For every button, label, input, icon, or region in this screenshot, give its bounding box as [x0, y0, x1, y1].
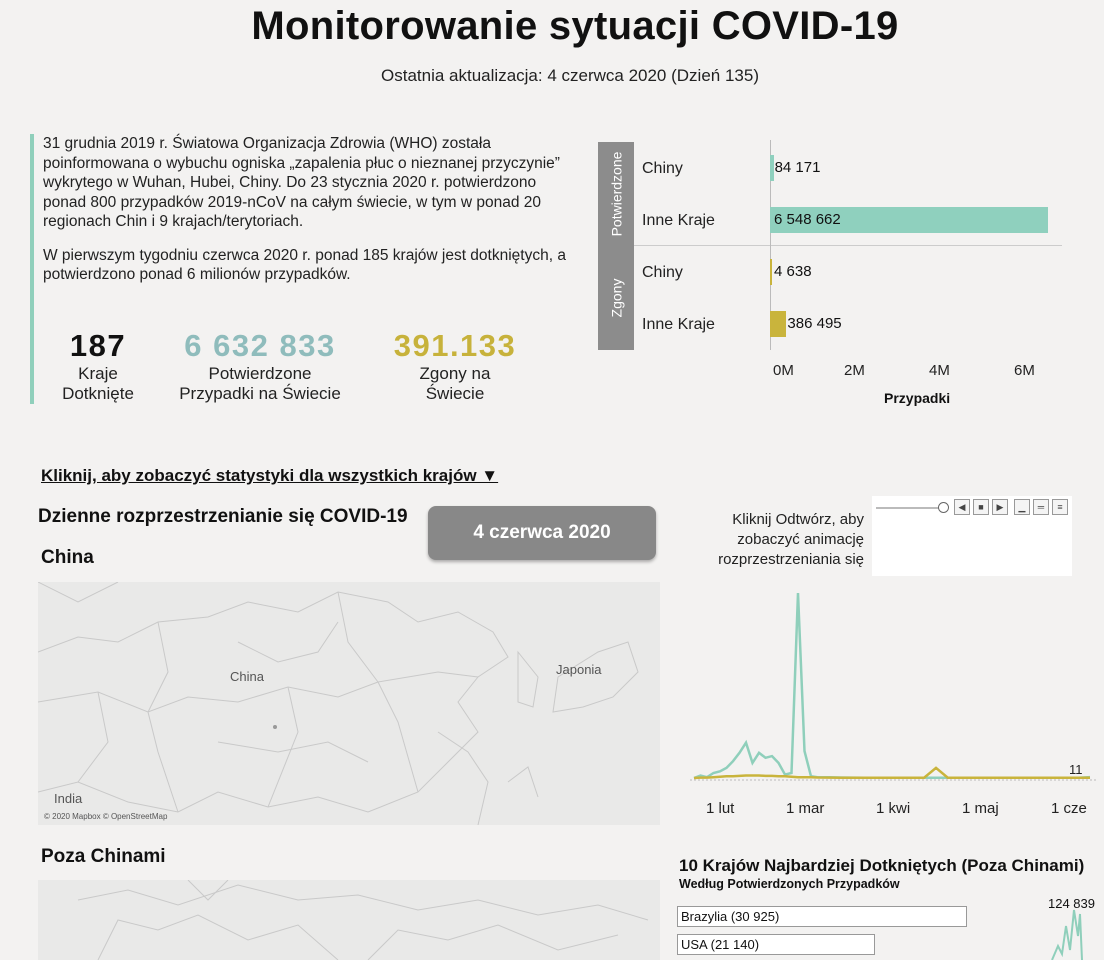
x-tick-3: 6M — [1014, 362, 1035, 379]
speed-fast-button[interactable] — [1052, 499, 1068, 515]
map-label-japan: Japonia — [556, 662, 602, 677]
step-forward-icon: ▶ — [996, 501, 1004, 512]
top10-title: 10 Krajów Najbardziej Dotkniętych (Poza Chinami) — [679, 856, 1085, 875]
top10-spark-value: 124 839 — [1048, 896, 1095, 911]
bar-china-confirmed[interactable] — [770, 155, 774, 181]
top10-row-brazil[interactable]: Brazylia (30 925) — [677, 906, 967, 927]
speed-fast-icon: ≡ — [1057, 502, 1063, 512]
last-update: Ostatnia aktualizacja: 4 czerwca 2020 (Dzień 135) — [381, 66, 759, 85]
bar-value-other-deaths: 386 495 — [787, 315, 842, 332]
bar-label-other-deaths: Inne Kraje — [642, 316, 715, 333]
line-last-value: 11 — [1069, 762, 1083, 777]
bar-value-china-deaths: 4 638 — [774, 263, 812, 280]
stat-confirmed — [160, 328, 360, 404]
stat-deaths-label-1: Zgony na — [419, 364, 491, 383]
line-x-tick-2: 1 kwi — [876, 800, 911, 817]
step-back-button[interactable] — [954, 499, 970, 515]
play-prompt: Kliknij Odtwórz, aby zobaczyć animację rozprzestrzeniania się — [718, 511, 864, 568]
page-title: Monitorowanie sytuacji COVID-19 — [251, 4, 899, 48]
stat-confirmed-label-1: Potwierdzone — [208, 364, 312, 383]
bar-label-china-deaths: Chiny — [642, 264, 683, 281]
top10-subtitle: Według Potwierdzonych Przypadków — [679, 877, 900, 891]
stop-button[interactable] — [973, 499, 989, 515]
bar-label-other-confirmed: Inne Kraje — [642, 212, 715, 229]
stat-confirmed-label-2: Przypadki na Świecie — [179, 384, 341, 403]
stat-confirmed-value: 6 632 833 — [184, 328, 336, 363]
outside-china-map-outlines — [38, 880, 660, 960]
map-label-india: India — [54, 791, 83, 806]
line-series-0 — [694, 593, 1090, 778]
top10-sparkline — [1036, 906, 1100, 960]
line-x-tick-1: 1 mar — [786, 800, 825, 817]
daily-spread-title: Dzienne rozprzestrzenianie się COVID-19 — [38, 506, 408, 527]
group-label-deaths: Zgony — [598, 246, 634, 350]
bar-label-china-confirmed: Chiny — [642, 160, 683, 177]
intro-paragraph-1: 31 grudnia 2019 r. Światowa Organizacja Zdrowia (WHO) została poinformowana o wybuchu ogniska „zapalenia płuc o nieznanej przyczynie” wykrytego w Wuhan, Hubei, Chiny. Do 23 stycznia 2020 r. potwierdzono ponad 800 przypadków 2019-nCoV na całym świecie, w tym w ponad 20 regionach Chin i 9 krajach/terytoriach. — [43, 135, 560, 230]
stat-countries — [40, 328, 156, 404]
china-map[interactable] — [38, 582, 660, 825]
stat-countries-label-2: Dotknięte — [62, 384, 134, 403]
top10-spark-path — [1052, 910, 1082, 960]
playback-controls — [872, 496, 1072, 576]
china-section-title: China — [41, 547, 94, 568]
daily-line-chart — [690, 580, 1100, 785]
top10-row-usa[interactable]: USA (21 140) — [677, 934, 875, 955]
china-map-outlines — [38, 582, 660, 825]
bar-other-deaths[interactable] — [770, 311, 786, 337]
stat-deaths-value: 391.133 — [393, 328, 517, 363]
line-series-1 — [694, 768, 1090, 778]
group-label-confirmed: Potwierdzone — [598, 142, 634, 246]
outside-china-map[interactable] — [38, 880, 660, 960]
line-x-tick-0: 1 lut — [706, 800, 735, 817]
all-countries-link[interactable]: Kliknij, aby zobaczyć statystyki dla wszystkich krajów ▼ — [41, 466, 499, 485]
line-x-tick-3: 1 maj — [962, 800, 999, 817]
bar-value-china-confirmed: 84 171 — [774, 159, 821, 176]
timeline-slider-track[interactable] — [876, 507, 946, 509]
line-x-tick-4: 1 cze — [1051, 800, 1087, 817]
stat-countries-value: 187 — [69, 328, 127, 363]
stat-countries-label-1: Kraje — [78, 364, 118, 383]
speed-slow-icon: ▁ — [1018, 501, 1026, 512]
current-date-display[interactable]: 4 czerwca 2020 — [428, 506, 656, 560]
stat-deaths-label-2: Świecie — [425, 384, 485, 403]
timeline-slider-knob[interactable] — [938, 502, 949, 513]
stop-icon: ■ — [978, 502, 984, 512]
intro-paragraph-2: W pierwszym tygodniu czerwca 2020 r. ponad 185 krajów jest dotkniętych, a potwierdzono ponad 6 milionów przypadków. — [43, 246, 566, 283]
speed-slow-button[interactable] — [1014, 499, 1030, 515]
step-back-icon: ◀ — [958, 501, 966, 512]
step-forward-button[interactable] — [992, 499, 1008, 515]
summary-bar-chart — [598, 140, 1068, 410]
x-tick-1: 2M — [844, 362, 865, 379]
speed-normal-icon: ═ — [1037, 502, 1045, 512]
group-separator — [634, 245, 1062, 246]
outside-china-title: Poza Chinami — [41, 846, 166, 867]
x-axis-label: Przypadki — [884, 390, 951, 406]
x-tick-0: 0M — [773, 362, 794, 379]
map-label-china: China — [230, 669, 264, 684]
bar-value-other-confirmed: 6 548 662 — [774, 211, 841, 228]
bar-china-deaths[interactable] — [770, 259, 772, 285]
stat-deaths — [370, 328, 540, 404]
map-credit: © 2020 Mapbox © OpenStreetMap — [44, 812, 168, 821]
speed-normal-button[interactable] — [1033, 499, 1049, 515]
x-tick-2: 4M — [929, 362, 950, 379]
